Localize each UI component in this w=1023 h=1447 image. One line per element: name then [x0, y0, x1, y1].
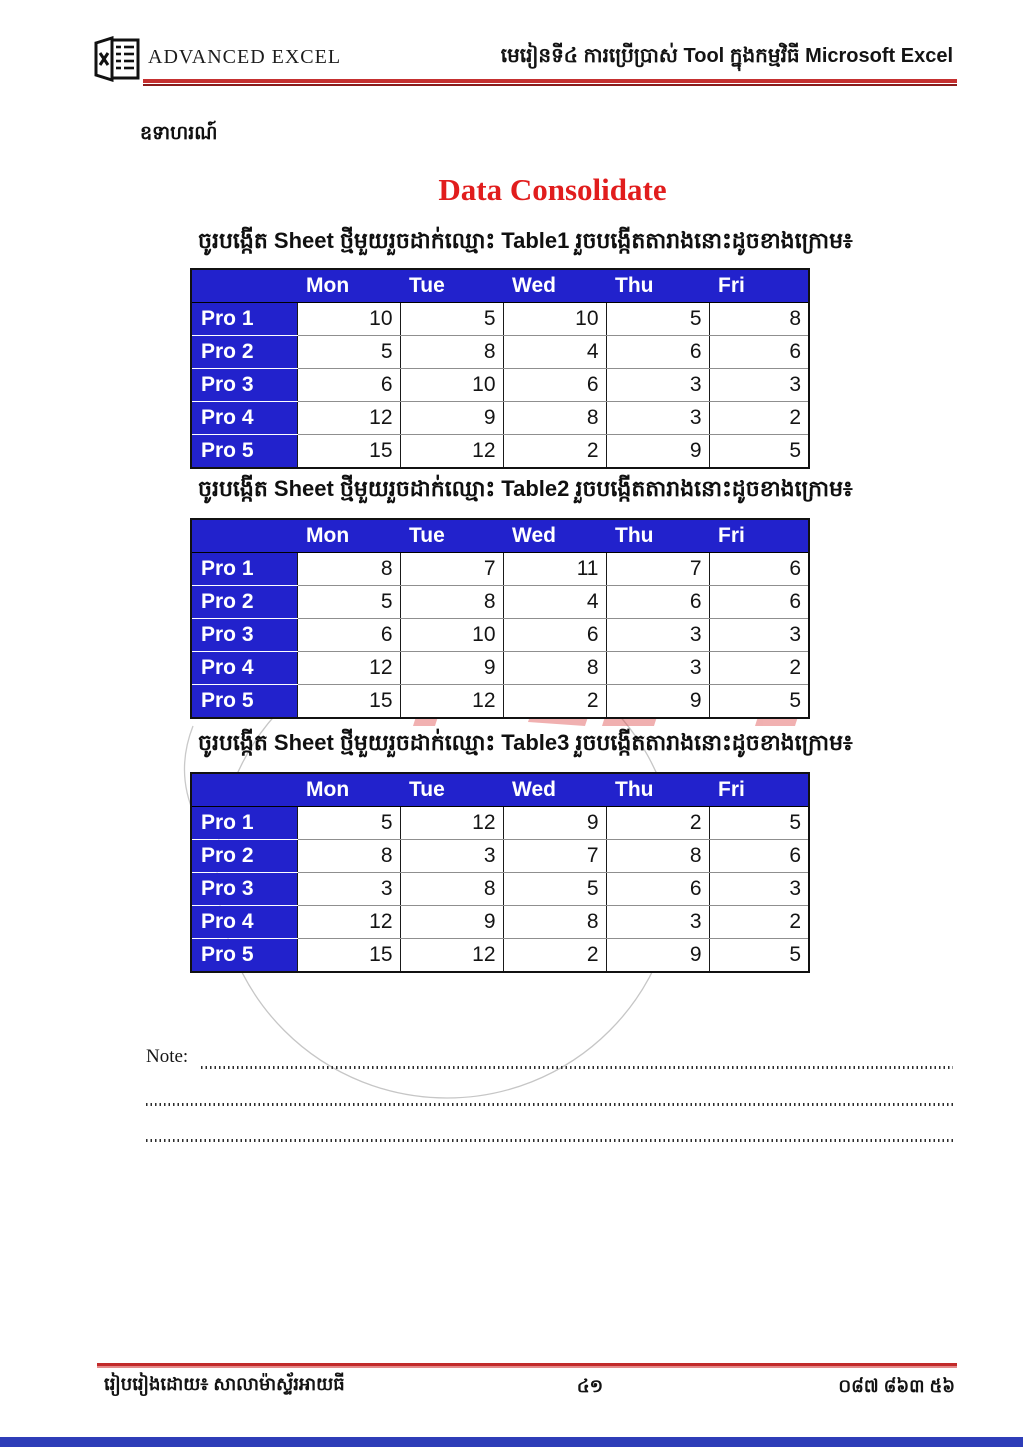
data-cell: 8: [709, 303, 809, 336]
data-cell: 9: [400, 402, 503, 435]
note-dotted-line: [146, 1103, 953, 1106]
column-header: Fri: [709, 269, 809, 303]
data-cell: 6: [709, 553, 809, 586]
data-cell: 6: [297, 619, 400, 652]
data-cell: 8: [503, 652, 606, 685]
data-cell: 3: [400, 840, 503, 873]
data-cell: 10: [400, 619, 503, 652]
row-label: Pro 5: [191, 685, 297, 719]
column-header: Mon: [297, 269, 400, 303]
corner-cell: [191, 269, 297, 303]
excel-logo-icon: [92, 36, 142, 82]
row-label: Pro 5: [191, 435, 297, 469]
data-cell: 15: [297, 685, 400, 719]
note-dotted-line: [146, 1139, 953, 1142]
data-cell: 12: [297, 402, 400, 435]
data-cell: 5: [400, 303, 503, 336]
row-label: Pro 1: [191, 553, 297, 586]
data-cell: 3: [297, 873, 400, 906]
footer-page-number: ៤១: [576, 1376, 604, 1396]
data-cell: 9: [400, 652, 503, 685]
column-header: Mon: [297, 773, 400, 807]
table3: [190, 772, 810, 973]
data-cell: 5: [709, 435, 809, 469]
data-cell: 12: [297, 906, 400, 939]
row-label: Pro 3: [191, 369, 297, 402]
row-label: Pro 4: [191, 402, 297, 435]
data-cell: 2: [503, 435, 606, 469]
data-cell: 2: [503, 685, 606, 719]
data-cell: 10: [297, 303, 400, 336]
corner-cell: [191, 519, 297, 553]
data-cell: 10: [503, 303, 606, 336]
table-row: [191, 553, 809, 586]
data-cell: 15: [297, 435, 400, 469]
column-header: Mon: [297, 519, 400, 553]
data-cell: 6: [709, 586, 809, 619]
data-cell: 4: [503, 586, 606, 619]
table-row: [191, 336, 809, 369]
row-label: Pro 5: [191, 939, 297, 973]
data-cell: 12: [400, 939, 503, 973]
data-cell: 8: [297, 553, 400, 586]
row-label: Pro 2: [191, 840, 297, 873]
row-label: Pro 2: [191, 586, 297, 619]
data-cell: 6: [606, 586, 709, 619]
table-row: [191, 906, 809, 939]
table-row: [191, 873, 809, 906]
app-title: ADVANCED EXCEL: [148, 46, 342, 68]
data-cell: 5: [503, 873, 606, 906]
footer-compiled-by: រៀបរៀងដោយ៖ សាលាម៉ាស្ទ័រអាយធី: [104, 1374, 345, 1394]
data-cell: 5: [297, 807, 400, 840]
column-header: Thu: [606, 519, 709, 553]
table-row: [191, 586, 809, 619]
column-header: Wed: [503, 519, 606, 553]
table-row: [191, 435, 809, 469]
data-cell: 12: [400, 807, 503, 840]
data-cell: 2: [709, 906, 809, 939]
instruction-table2: ចូរបង្កើត Sheet ថ្មីមួយរួចដាក់ឈ្មោះ Table2 រួចបង្កើតតារាងនោះដូចខាងក្រោម៖: [198, 476, 853, 501]
data-cell: 5: [709, 939, 809, 973]
row-label: Pro 1: [191, 807, 297, 840]
data-cell: 5: [709, 685, 809, 719]
footer-rule: [97, 1363, 957, 1368]
example-label: ឧទាហរណ៍: [140, 123, 218, 144]
data-cell: 5: [709, 807, 809, 840]
column-header: Fri: [709, 519, 809, 553]
lesson-title: មេរៀនទី៤ ការប្រើប្រាស់ Tool ក្នុងកម្មវិធី Microsoft Excel: [500, 45, 953, 67]
data-cell: 8: [503, 906, 606, 939]
header-rule: [143, 79, 957, 86]
data-cell: 3: [606, 369, 709, 402]
data-cell: 3: [606, 619, 709, 652]
column-header: Fri: [709, 773, 809, 807]
row-label: Pro 4: [191, 652, 297, 685]
data-cell: 6: [503, 369, 606, 402]
data-cell: 4: [503, 336, 606, 369]
data-cell: 9: [400, 906, 503, 939]
data-cell: 2: [709, 652, 809, 685]
data-cell: 6: [709, 336, 809, 369]
table-row: [191, 807, 809, 840]
data-cell: 6: [709, 840, 809, 873]
data-cell: 15: [297, 939, 400, 973]
data-cell: 5: [606, 303, 709, 336]
data-cell: 5: [297, 586, 400, 619]
column-header: Wed: [503, 269, 606, 303]
note-label: Note:: [146, 1046, 189, 1067]
data-cell: 8: [400, 336, 503, 369]
column-header: Thu: [606, 773, 709, 807]
header-row: [191, 773, 809, 807]
column-header: Tue: [400, 519, 503, 553]
data-cell: 8: [400, 873, 503, 906]
data-cell: 8: [297, 840, 400, 873]
data-cell: 12: [400, 685, 503, 719]
row-label: Pro 3: [191, 873, 297, 906]
column-header: Tue: [400, 773, 503, 807]
data-cell: 2: [503, 939, 606, 973]
table-row: [191, 652, 809, 685]
row-label: Pro 3: [191, 619, 297, 652]
data-cell: 7: [606, 553, 709, 586]
table-row: [191, 303, 809, 336]
corner-cell: [191, 773, 297, 807]
data-cell: 6: [503, 619, 606, 652]
data-cell: 12: [400, 435, 503, 469]
instruction-table1: ចូរបង្កើត Sheet ថ្មីមួយរួចដាក់ឈ្មោះ Table1 រួចបង្កើតតារាងនោះដូចខាងក្រោម៖: [198, 228, 853, 253]
data-cell: 2: [709, 402, 809, 435]
header-row: [191, 269, 809, 303]
data-cell: 3: [606, 652, 709, 685]
data-cell: 6: [606, 873, 709, 906]
header-row: [191, 519, 809, 553]
data-cell: 9: [606, 685, 709, 719]
column-header: Tue: [400, 269, 503, 303]
data-cell: 7: [400, 553, 503, 586]
row-label: Pro 2: [191, 336, 297, 369]
table-row: [191, 685, 809, 719]
bottom-blue-bar: [0, 1437, 1023, 1447]
data-cell: 5: [297, 336, 400, 369]
table1: [190, 268, 810, 469]
data-cell: 10: [400, 369, 503, 402]
data-cell: 8: [606, 840, 709, 873]
page-title: Data Consolidate: [438, 172, 667, 207]
column-header: Thu: [606, 269, 709, 303]
data-cell: 9: [606, 435, 709, 469]
data-cell: 12: [297, 652, 400, 685]
data-cell: 7: [503, 840, 606, 873]
table-row: [191, 939, 809, 973]
data-cell: 9: [503, 807, 606, 840]
table-row: [191, 619, 809, 652]
column-header: Wed: [503, 773, 606, 807]
footer-phone-number: ០៨៧ ៨៦៣ ៥៦: [838, 1376, 955, 1396]
data-cell: 3: [606, 402, 709, 435]
data-cell: 3: [709, 873, 809, 906]
table-row: [191, 402, 809, 435]
data-cell: 3: [606, 906, 709, 939]
note-dotted-line: [201, 1066, 953, 1069]
row-label: Pro 4: [191, 906, 297, 939]
data-cell: 11: [503, 553, 606, 586]
data-cell: 6: [606, 336, 709, 369]
data-cell: 6: [297, 369, 400, 402]
data-cell: 9: [606, 939, 709, 973]
table-row: [191, 369, 809, 402]
data-cell: 8: [400, 586, 503, 619]
data-cell: 2: [606, 807, 709, 840]
instruction-table3: ចូរបង្កើត Sheet ថ្មីមួយរួចដាក់ឈ្មោះ Table3 រួចបង្កើតតារាងនោះដូចខាងក្រោម៖: [198, 730, 853, 755]
data-cell: 8: [503, 402, 606, 435]
table2: [190, 518, 810, 719]
data-cell: 3: [709, 369, 809, 402]
row-label: Pro 1: [191, 303, 297, 336]
data-cell: 3: [709, 619, 809, 652]
table-row: [191, 840, 809, 873]
